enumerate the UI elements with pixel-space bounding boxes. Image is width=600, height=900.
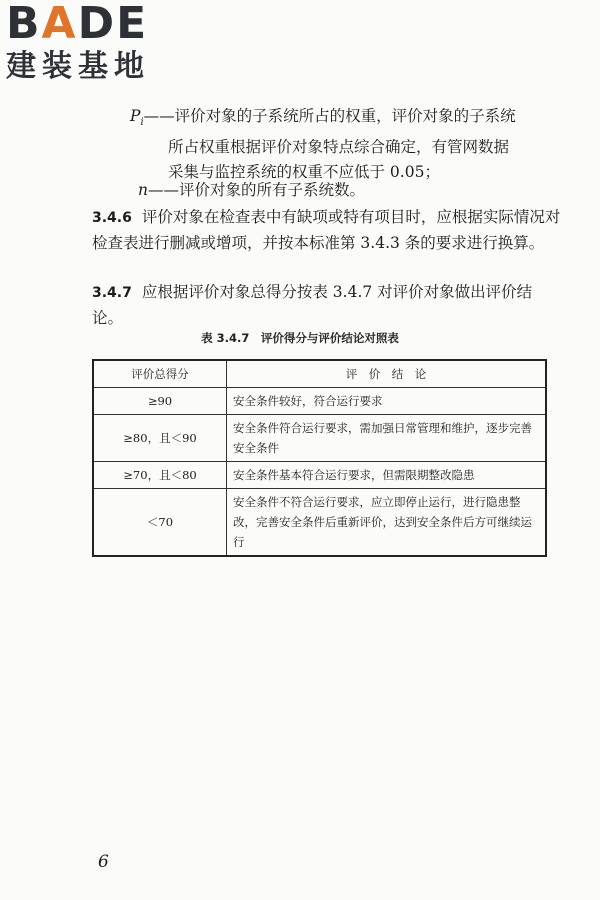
- definition-n: [138, 178, 568, 203]
- logo-subtitle: 建装基地: [6, 49, 150, 84]
- header-score: 评价总得分: [93, 360, 227, 388]
- clause-3-4-6: [92, 205, 562, 256]
- page-number: 6: [98, 852, 109, 872]
- definition-symbol: $P_i$: [130, 107, 144, 129]
- table-row: [93, 388, 546, 415]
- site-logo: [6, 2, 150, 84]
- definition-dash: ——: [143, 107, 175, 125]
- clause-number: 3.4.6: [92, 210, 132, 226]
- header-conclusion: 评 价 结 论: [227, 360, 547, 388]
- logo-letter-b: B: [6, 0, 42, 49]
- definition-line: 采集与监控系统的权重不应低于 0.05；: [168, 163, 440, 182]
- definition-line: 评价对象的子系统所占的权重，评价对象的子系统: [174, 107, 516, 125]
- definition-dash: ——: [147, 181, 179, 199]
- logo-brand: [6, 0, 150, 49]
- score-cell: ≥90: [93, 388, 227, 415]
- table-caption: 表 3.4.7 评价得分与评价结论对照表: [201, 331, 399, 345]
- score-cell: ≥70，且＜80: [93, 462, 227, 489]
- table-row: [93, 489, 546, 557]
- clause-number: 3.4.7: [92, 285, 132, 301]
- clause-text: 应根据评价对象总得分按表 3.4.7 对评价对象做出评价结论。: [92, 283, 533, 327]
- score-cell: ＜70: [93, 489, 227, 557]
- conclusion-cell: 安全条件不符合运行要求，应立即停止运行，进行隐患整改，完善安全条件后重新评价，达到安全条件后方可继续运行: [227, 489, 547, 557]
- evaluation-table: [92, 359, 547, 557]
- table-row: [93, 415, 546, 462]
- table-row: [93, 462, 546, 489]
- table-header-row: [93, 360, 546, 388]
- conclusion-cell: 安全条件基本符合运行要求，但需限期整改隐患: [227, 462, 547, 489]
- definition-symbol: n: [138, 181, 148, 199]
- clause-text: 评价对象在检查表中有缺项或特有项目时，应根据实际情况对检查表进行删减或增项，并按本标准第 3.4.3 条的要求进行换算。: [92, 208, 561, 252]
- logo-letter-a: A: [41, 0, 78, 49]
- conclusion-cell: 安全条件较好，符合运行要求: [227, 388, 547, 415]
- definition-p: [130, 104, 560, 185]
- definition-line: 评价对象的所有子系统数。: [178, 181, 365, 199]
- score-cell: ≥80，且＜90: [93, 415, 227, 462]
- definition-line: 所占权重根据评价对象特点综合确定，有管网数据: [168, 138, 510, 157]
- clause-3-4-7: [92, 280, 562, 331]
- conclusion-cell: 安全条件符合运行要求，需加强日常管理和维护，逐步完善安全条件: [227, 415, 547, 462]
- logo-letters-de: DE: [77, 0, 149, 49]
